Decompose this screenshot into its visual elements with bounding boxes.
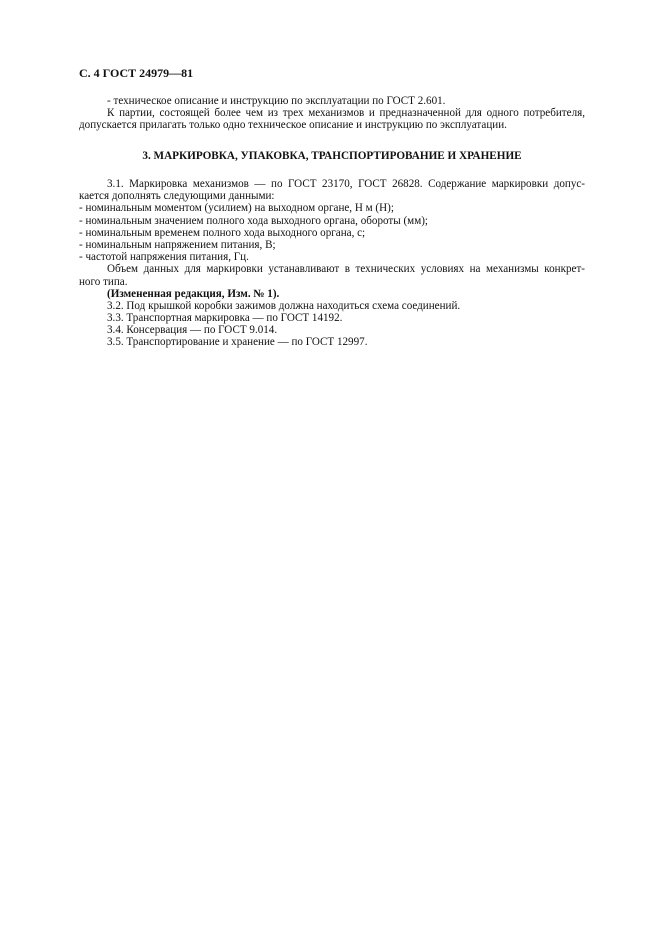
clause-3-3: 3.3. Транспортная маркировка — по ГОСТ 14192. [107,312,343,325]
page-header: С. 4 ГОСТ 24979—81 [79,66,194,80]
clause-3-2: 3.2. Под крышкой коробки зажимов должна находиться схема соединений. [107,299,461,312]
paragraph-line: допускается прилагать только одно техническое описание и инструкцию по эксплуатации. [79,119,507,132]
clause-3-1-line: кается дополнять следующими данными: [79,190,275,203]
list-item: - частотой напряжения питания, Гц. [79,251,249,264]
paragraph-line: К партии, состоящей более чем из трех механизмов и предназначенной для одного потребителя, [107,107,585,120]
intro-block [79,95,585,132]
amendment-note: (Измененная редакция, Изм. № 1). [107,287,280,300]
paragraph-line: Объем данных для маркировки устанавливают в технических условиях на механизмы конкрет- [107,263,585,276]
clause-3-4: 3.4. Консервация — по ГОСТ 9.014. [107,324,278,337]
list-item: - номинальным значением полного хода выходного органа, обороты (мм); [79,214,428,227]
list-item: - номинальным временем полного хода выходного органа, с; [79,226,366,239]
paragraph-line: ного типа. [79,275,128,288]
clause-3-1-line: 3.1. Маркировка механизмов — по ГОСТ 23170, ГОСТ 26828. Содержание маркировки допус- [107,178,585,190]
clause-3-5: 3.5. Транспортирование и хранение — по ГОСТ 12997. [107,336,368,349]
list-item: - номинальным напряжением питания, В; [79,238,276,251]
section-heading: 3. МАРКИРОВКА, УПАКОВКА, ТРАНСПОРТИРОВАНИЕ И ХРАНЕНИЕ [142,150,522,162]
list-item: - номинальным моментом (усилием) на выходном органе, Н м (Н); [79,202,394,215]
list-item-technical-description: - техническое описание и инструкцию по эксплуатации по ГОСТ 2.601. [107,95,446,107]
section-body [79,178,585,349]
